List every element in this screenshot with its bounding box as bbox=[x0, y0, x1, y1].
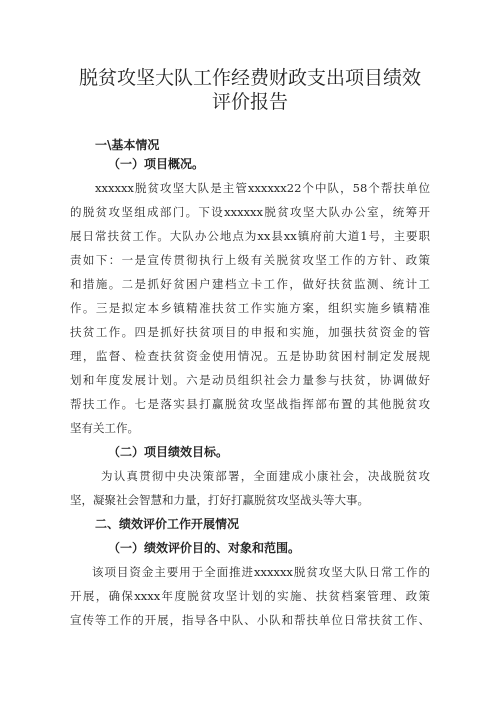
paragraph-line: 开展，确保xxxx年度脱贫攻坚计划的实施、扶贫档案管理、政策 bbox=[70, 589, 430, 603]
section2-sub1-heading: （一）绩效评价目的、对象和范围。 bbox=[108, 541, 301, 555]
section1-sub1-heading: （一）项目概况。 bbox=[108, 157, 205, 171]
paragraph-line: 宣传等工作的开展，指导各中队、小队和帮扶单位日常扶贫工作、 bbox=[70, 613, 430, 627]
paragraph-line: 和措施。二是抓好贫困户建档立卡工作，做好扶贫监测、统计工 bbox=[70, 277, 430, 291]
document-title-line2: 评价报告 bbox=[211, 91, 288, 113]
paragraph-line: 该项目资金主要用于全面推进xxxxxx脱贫攻坚大队日常工作的 bbox=[92, 565, 430, 579]
paragraph-line: 作。三是拟定本乡镇精准扶贫工作实施方案，组织实施乡镇精准 bbox=[70, 301, 430, 315]
paragraph-line: 责如下：一是宣传贯彻执行上级有关脱贫攻坚工作的方针、政策 bbox=[70, 253, 430, 267]
section2-heading: 二、绩效评价工作开展情况 bbox=[95, 517, 240, 531]
paragraph-line: 坚有关工作。 bbox=[70, 421, 139, 435]
paragraph-line: 坚，凝聚社会智慧和力量，打好打赢脱贫攻坚战头等大事。 bbox=[70, 493, 369, 507]
paragraph-line: 帮扶工作。七是落实县打赢脱贫攻坚战指挥部布置的其他脱贫攻 bbox=[70, 397, 430, 411]
paragraph-line: 为认真贯彻中央决策部署，全面建成小康社会，决战脱贫攻 bbox=[101, 469, 430, 483]
paragraph-line: 划和年度发展计划。六是动员组织社会力量参与扶贫，协调做好 bbox=[70, 373, 430, 387]
paragraph-line: 扶贫工作。四是抓好扶贫项目的申报和实施，加强扶贫资金的管 bbox=[70, 325, 430, 339]
paragraph-line: 的脱贫攻坚组成部门。下设xxxxxx脱贫攻坚大队办公室，统筹开 bbox=[70, 205, 430, 219]
section1-sub2-heading: （二）项目绩效目标。 bbox=[108, 445, 229, 459]
paragraph-line: 展日常扶贫工作。大队办公地点为xx县xx镇府前大道1号，主要职 bbox=[70, 229, 430, 243]
paragraph-line: 理，监督、检查扶贫资金使用情况。五是协助贫困村制定发展规 bbox=[70, 349, 430, 363]
document-title-line1: 脱贫攻坚大队工作经费财政支出项目绩效 bbox=[78, 67, 421, 89]
section1-heading: 一\基本情况 bbox=[95, 138, 160, 152]
paragraph-line: xxxxxx脱贫攻坚大队是主管xxxxxx22个中队，58个帮扶单位 bbox=[95, 181, 430, 195]
